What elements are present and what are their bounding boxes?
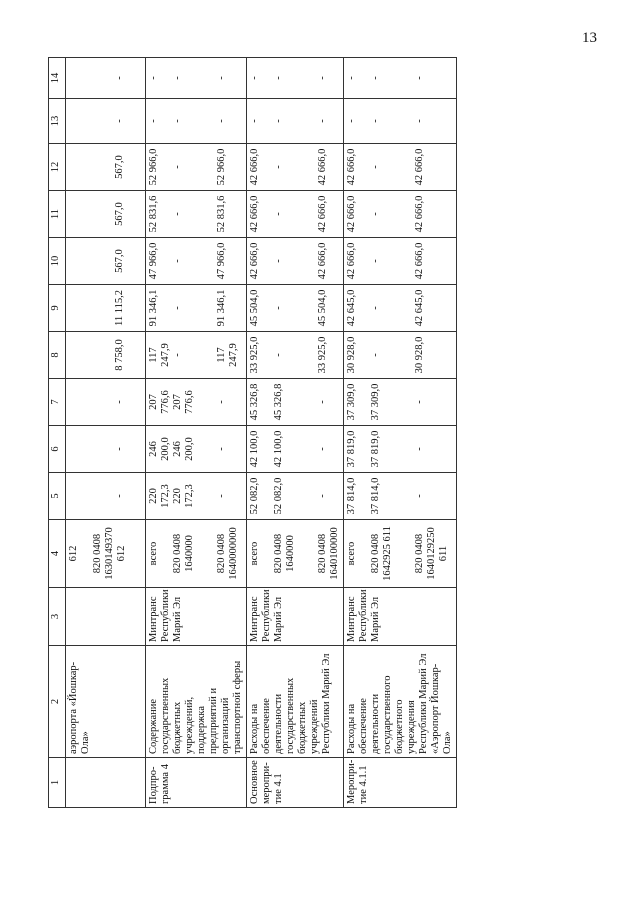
value-cell-col-7: [66, 379, 146, 426]
value-cell-col-14: [146, 58, 247, 99]
budget-code-line: 612: [68, 545, 79, 562]
value-line: -: [216, 119, 227, 123]
value-cell-col-12: [344, 144, 457, 191]
value-line: -: [346, 76, 357, 80]
program-code-cell: Меропри-тие 4.1.1: [344, 758, 457, 808]
value-line: 30 928,0: [414, 336, 425, 374]
responsible-cell: Минтранс Республики Марий Эл: [344, 588, 457, 646]
budget-code-line: всего: [148, 541, 159, 566]
value-line: 47 966,0: [148, 242, 159, 280]
value-line: 91 346,1: [216, 289, 227, 327]
value-line: 45 326,8: [249, 383, 260, 421]
value-line: -: [216, 400, 227, 404]
value-line: -: [216, 447, 227, 451]
budget-code-cell: [146, 520, 247, 588]
value-cell-col-10: [247, 238, 344, 285]
budget-code-line: 820 0408 1640000: [273, 533, 296, 574]
value-cell-col-11: [344, 191, 457, 238]
value-line: 37 819,0: [370, 430, 381, 468]
value-cell-col-12: [247, 144, 344, 191]
value-cell-col-9: [146, 285, 247, 332]
value-line: 220 172,3: [172, 484, 195, 508]
value-line: -: [172, 119, 183, 123]
value-line: 45 504,0: [317, 289, 328, 327]
program-code-cell: Основное меропри-тие 4.1: [247, 758, 344, 808]
column-header-5: 5: [49, 473, 66, 520]
value-line: -: [216, 76, 227, 80]
value-line: -: [370, 353, 381, 357]
value-cell-col-9: [66, 285, 146, 332]
value-cell-col-12: [66, 144, 146, 191]
value-line: 567,0: [114, 155, 125, 179]
value-line: 37 814,0: [370, 477, 381, 515]
value-line: -: [414, 76, 425, 80]
value-line: 91 346,1: [148, 289, 159, 327]
value-cell-col-11: [247, 191, 344, 238]
column-header-11: 11: [49, 191, 66, 238]
value-line: 52 831,6: [216, 195, 227, 233]
value-line: 45 504,0: [249, 289, 260, 327]
value-line: 42 666,0: [414, 242, 425, 280]
program-code-cell: [66, 758, 146, 808]
value-line: 37 309,0: [370, 383, 381, 421]
value-line: 42 666,0: [346, 195, 357, 233]
value-cell-col-6: [247, 426, 344, 473]
value-line: -: [172, 76, 183, 80]
responsible-cell: Минтранс Республики Марий Эл: [247, 588, 344, 646]
value-line: 207 776,6: [148, 390, 171, 414]
value-line: -: [414, 400, 425, 404]
table-row: [247, 58, 344, 808]
value-cell-col-7: [247, 379, 344, 426]
value-line: -: [172, 306, 183, 310]
value-cell-col-9: [247, 285, 344, 332]
value-line: 42 666,0: [317, 148, 328, 186]
value-line: 42 666,0: [414, 195, 425, 233]
value-line: -: [273, 76, 284, 80]
value-line: -: [317, 400, 328, 404]
budget-code-line: 820 0408 1640100000: [317, 527, 340, 580]
value-line: -: [346, 119, 357, 123]
responsible-cell: Минтранс Республики Марий Эл: [146, 588, 247, 646]
value-cell-col-8: [247, 332, 344, 379]
value-line: 207 776,6: [172, 390, 195, 414]
value-cell-col-12: [146, 144, 247, 191]
value-line: -: [249, 76, 260, 80]
value-line: -: [273, 165, 284, 169]
value-cell-col-9: [344, 285, 457, 332]
value-line: 42 100,0: [249, 430, 260, 468]
column-header-8: 8: [49, 332, 66, 379]
value-line: -: [114, 400, 125, 404]
value-line: -: [114, 119, 125, 123]
value-cell-col-10: [146, 238, 247, 285]
budget-code-line: 820 0408 1640000000: [216, 527, 239, 580]
value-line: -: [370, 259, 381, 263]
value-cell-col-8: [66, 332, 146, 379]
value-line: 37 309,0: [346, 383, 357, 421]
value-line: -: [317, 447, 328, 451]
value-cell-col-14: [66, 58, 146, 99]
program-name-cell: аэропорта «Йошкар-Ола»: [66, 646, 146, 758]
value-line: 8 758,0: [114, 339, 125, 371]
column-header-10: 10: [49, 238, 66, 285]
program-name-cell: Содержание государственных бюджетных учреждений, поддержка предприятий и организаций транспортной сферы: [146, 646, 247, 758]
budget-table: [48, 57, 457, 808]
value-line: -: [317, 76, 328, 80]
value-cell-col-5: [66, 473, 146, 520]
budget-code-line: 820 0408 1640129250 611: [414, 527, 449, 580]
budget-code-cell: [344, 520, 457, 588]
value-cell-col-6: [344, 426, 457, 473]
value-line: 42 645,0: [346, 289, 357, 327]
value-line: -: [273, 212, 284, 216]
value-line: 117 247,9: [216, 343, 239, 367]
budget-code-line: 820 0408 1630149370 612: [92, 527, 127, 580]
budget-code-line: всего: [249, 541, 260, 566]
column-header-13: 13: [49, 99, 66, 144]
value-line: 42 666,0: [317, 242, 328, 280]
value-line: 52 082,0: [273, 477, 284, 515]
value-line: -: [249, 119, 260, 123]
value-cell-col-8: [146, 332, 247, 379]
value-cell-col-13: [146, 99, 247, 144]
program-name-cell: Расходы на обеспечение деятельности государственных бюджетных учреждений Республики Марий Эл: [247, 646, 344, 758]
value-line: 11 115,2: [114, 290, 125, 326]
value-line: -: [273, 259, 284, 263]
value-line: 52 831,6: [148, 195, 159, 233]
value-cell-col-13: [66, 99, 146, 144]
value-line: -: [172, 353, 183, 357]
value-cell-col-13: [344, 99, 457, 144]
column-header-14: 14: [49, 58, 66, 99]
value-line: 42 666,0: [249, 195, 260, 233]
value-line: -: [114, 447, 125, 451]
value-line: 52 966,0: [216, 148, 227, 186]
value-cell-col-7: [146, 379, 247, 426]
program-code-cell: Подпро-грамма 4: [146, 758, 247, 808]
responsible-cell: [66, 588, 146, 646]
value-cell-col-5: [344, 473, 457, 520]
value-line: -: [148, 119, 159, 123]
value-cell-col-14: [247, 58, 344, 99]
value-cell-col-13: [247, 99, 344, 144]
value-line: -: [216, 494, 227, 498]
value-line: 37 819,0: [346, 430, 357, 468]
value-line: -: [317, 494, 328, 498]
value-line: 220 172,3: [148, 484, 171, 508]
column-header-1: 1: [49, 758, 66, 808]
value-line: -: [148, 76, 159, 80]
page-number: 13: [582, 30, 597, 46]
program-name-cell: Расходы на обеспечение деятельности государственного бюджетного учреждения Республики Марий Эл «Аэропорт Йошкар-Ола»: [344, 646, 457, 758]
value-line: -: [172, 259, 183, 263]
budget-code-cell: [66, 520, 146, 588]
column-header-7: 7: [49, 379, 66, 426]
table-row: [146, 58, 247, 808]
value-cell-col-14: [344, 58, 457, 99]
budget-code-line: всего: [346, 541, 357, 566]
value-line: 42 100,0: [273, 430, 284, 468]
value-line: -: [414, 447, 425, 451]
value-cell-col-11: [66, 191, 146, 238]
budget-code-line: 820 0408 1642925 611: [370, 526, 393, 581]
value-line: 42 666,0: [346, 242, 357, 280]
value-line: -: [172, 212, 183, 216]
value-line: -: [114, 494, 125, 498]
value-line: -: [370, 119, 381, 123]
value-line: -: [273, 306, 284, 310]
value-cell-col-10: [344, 238, 457, 285]
value-line: 42 666,0: [414, 148, 425, 186]
value-line: 246 200,0: [148, 437, 171, 461]
value-cell-col-11: [146, 191, 247, 238]
column-header-2: 2: [49, 646, 66, 758]
value-line: 30 928,0: [346, 336, 357, 374]
value-line: 45 326,8: [273, 383, 284, 421]
value-line: 33 925,0: [317, 336, 328, 374]
value-cell-col-5: [146, 473, 247, 520]
column-header-12: 12: [49, 144, 66, 191]
column-header-4: 4: [49, 520, 66, 588]
value-line: 246 200,0: [172, 437, 195, 461]
value-line: 52 966,0: [148, 148, 159, 186]
value-line: -: [370, 76, 381, 80]
column-header-9: 9: [49, 285, 66, 332]
value-cell-col-6: [66, 426, 146, 473]
value-cell-col-10: [66, 238, 146, 285]
value-line: -: [114, 76, 125, 80]
value-line: 42 666,0: [249, 242, 260, 280]
value-line: 37 814,0: [346, 477, 357, 515]
value-line: 47 966,0: [216, 242, 227, 280]
value-line: 42 645,0: [414, 289, 425, 327]
value-cell-col-7: [344, 379, 457, 426]
value-line: 567,0: [114, 202, 125, 226]
value-line: 567,0: [114, 249, 125, 273]
rotated-table-container: [48, 58, 578, 808]
value-line: 42 666,0: [249, 148, 260, 186]
value-line: -: [370, 306, 381, 310]
budget-code-line: 820 0408 1640000: [172, 533, 195, 574]
value-line: -: [317, 119, 328, 123]
value-line: -: [370, 212, 381, 216]
value-cell-col-6: [146, 426, 247, 473]
value-line: 42 666,0: [346, 148, 357, 186]
value-cell-col-5: [247, 473, 344, 520]
header-row: [49, 58, 66, 808]
value-line: -: [273, 353, 284, 357]
value-line: -: [172, 165, 183, 169]
budget-code-cell: [247, 520, 344, 588]
table-row: [66, 58, 146, 808]
table-row: [344, 58, 457, 808]
value-line: -: [414, 494, 425, 498]
value-line: 33 925,0: [249, 336, 260, 374]
column-header-3: 3: [49, 588, 66, 646]
value-cell-col-8: [344, 332, 457, 379]
value-line: 42 666,0: [317, 195, 328, 233]
value-line: -: [273, 119, 284, 123]
value-line: -: [414, 119, 425, 123]
column-header-6: 6: [49, 426, 66, 473]
value-line: -: [370, 165, 381, 169]
value-line: 52 082,0: [249, 477, 260, 515]
value-line: 117 247,9: [148, 343, 171, 367]
